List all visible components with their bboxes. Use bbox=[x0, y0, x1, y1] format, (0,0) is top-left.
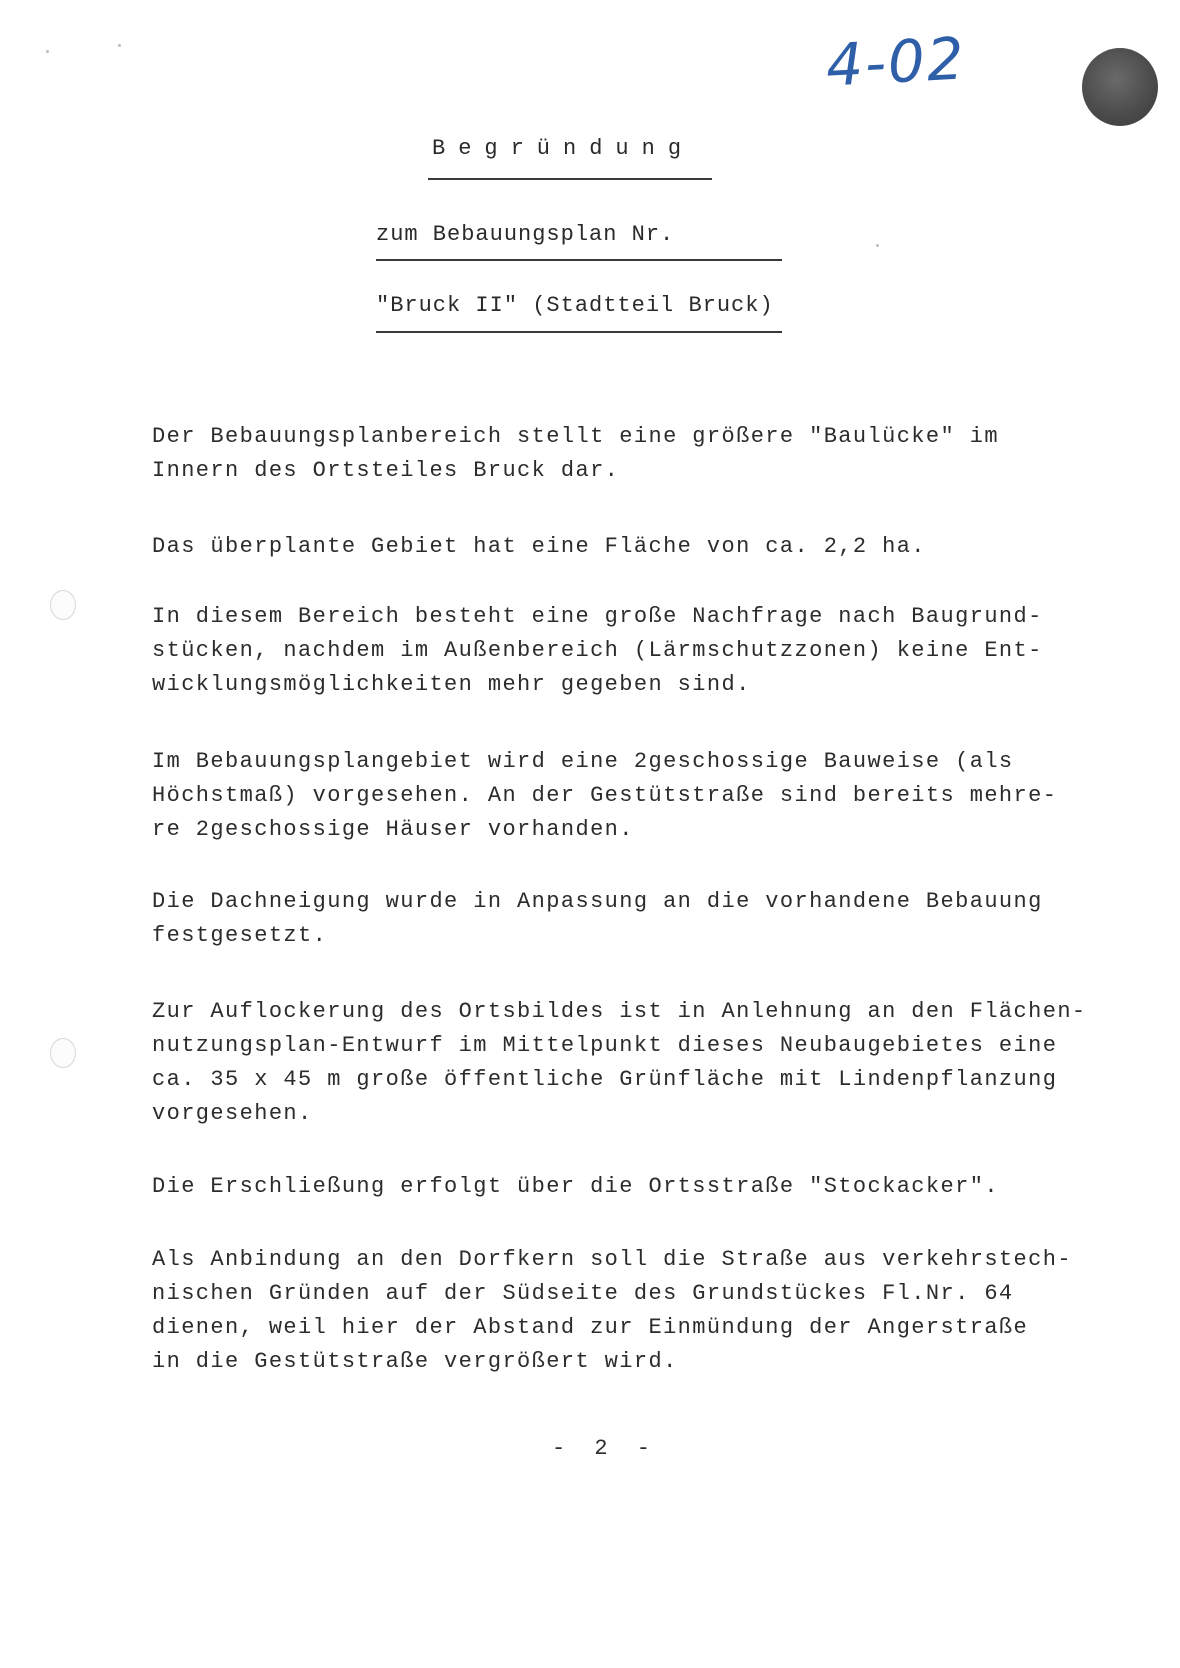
paragraph-building-height bbox=[152, 745, 1072, 847]
text-line: Zur Auflockerung des Ortsbildes ist in Anlehnung an den Flächen- bbox=[152, 999, 1087, 1024]
corner-punch-mark bbox=[1082, 48, 1158, 126]
paper-speck bbox=[46, 50, 49, 53]
paragraph-roof-pitch bbox=[152, 885, 1072, 953]
text-line: Das überplante Gebiet hat eine Fläche von ca. 2,2 ha. bbox=[152, 534, 926, 559]
punch-hole-upper bbox=[50, 590, 76, 620]
text-line: nutzungsplan-Entwurf im Mittelpunkt dieses Neubaugebietes eine bbox=[152, 1033, 1058, 1058]
paragraph-green-space bbox=[152, 995, 1087, 1131]
plan-reference-underline bbox=[376, 259, 782, 261]
page-number: - 2 - bbox=[552, 1436, 659, 1461]
paragraph-area-size bbox=[152, 530, 1072, 564]
text-line: ca. 35 x 45 m große öffentliche Grünfläche mit Lindenpflanzung bbox=[152, 1067, 1058, 1092]
text-line: Im Bebauungsplangebiet wird eine 2geschossige Bauweise (als bbox=[152, 749, 1014, 774]
paragraph-road-connection bbox=[152, 1243, 1072, 1379]
paragraph-demand bbox=[152, 600, 1072, 702]
text-line: wicklungsmöglichkeiten mehr gegeben sind. bbox=[152, 672, 751, 697]
punch-hole-lower bbox=[50, 1038, 76, 1068]
handwritten-reference-code: 4-02 bbox=[824, 24, 968, 100]
text-line: stücken, nachdem im Außenbereich (Lärmschutzzonen) keine Ent- bbox=[152, 638, 1043, 663]
document-title: Begründung bbox=[432, 136, 695, 161]
title-underline bbox=[428, 178, 712, 180]
text-line: re 2geschossige Häuser vorhanden. bbox=[152, 817, 634, 842]
paper-speck bbox=[876, 244, 879, 247]
paragraph-planning-area bbox=[152, 420, 1072, 488]
plan-name-underline bbox=[376, 331, 782, 333]
text-line: in die Gestütstraße vergrößert wird. bbox=[152, 1349, 678, 1374]
paragraph-access bbox=[152, 1170, 1072, 1204]
text-line: Höchstmaß) vorgesehen. An der Gestütstraße sind bereits mehre- bbox=[152, 783, 1058, 808]
text-line: vorgesehen. bbox=[152, 1101, 313, 1126]
plan-reference: zum Bebauungsplan Nr. bbox=[376, 222, 675, 247]
text-line: nischen Gründen auf der Südseite des Grundstückes Fl.Nr. 64 bbox=[152, 1281, 1014, 1306]
text-line: dienen, weil hier der Abstand zur Einmündung der Angerstraße bbox=[152, 1315, 1029, 1340]
text-line: festgesetzt. bbox=[152, 923, 328, 948]
text-line: Die Erschließung erfolgt über die Ortsstraße "Stockacker". bbox=[152, 1174, 999, 1199]
text-line: Die Dachneigung wurde in Anpassung an die vorhandene Bebauung bbox=[152, 889, 1043, 914]
text-line: Als Anbindung an den Dorfkern soll die Straße aus verkehrstech- bbox=[152, 1247, 1072, 1272]
paper-speck bbox=[118, 44, 121, 47]
text-line: Der Bebauungsplanbereich stellt eine größere "Baulücke" im bbox=[152, 424, 999, 449]
text-line: In diesem Bereich besteht eine große Nachfrage nach Baugrund- bbox=[152, 604, 1043, 629]
text-line: Innern des Ortsteiles Bruck dar. bbox=[152, 458, 620, 483]
plan-name: "Bruck II" (Stadtteil Bruck) bbox=[376, 293, 774, 318]
